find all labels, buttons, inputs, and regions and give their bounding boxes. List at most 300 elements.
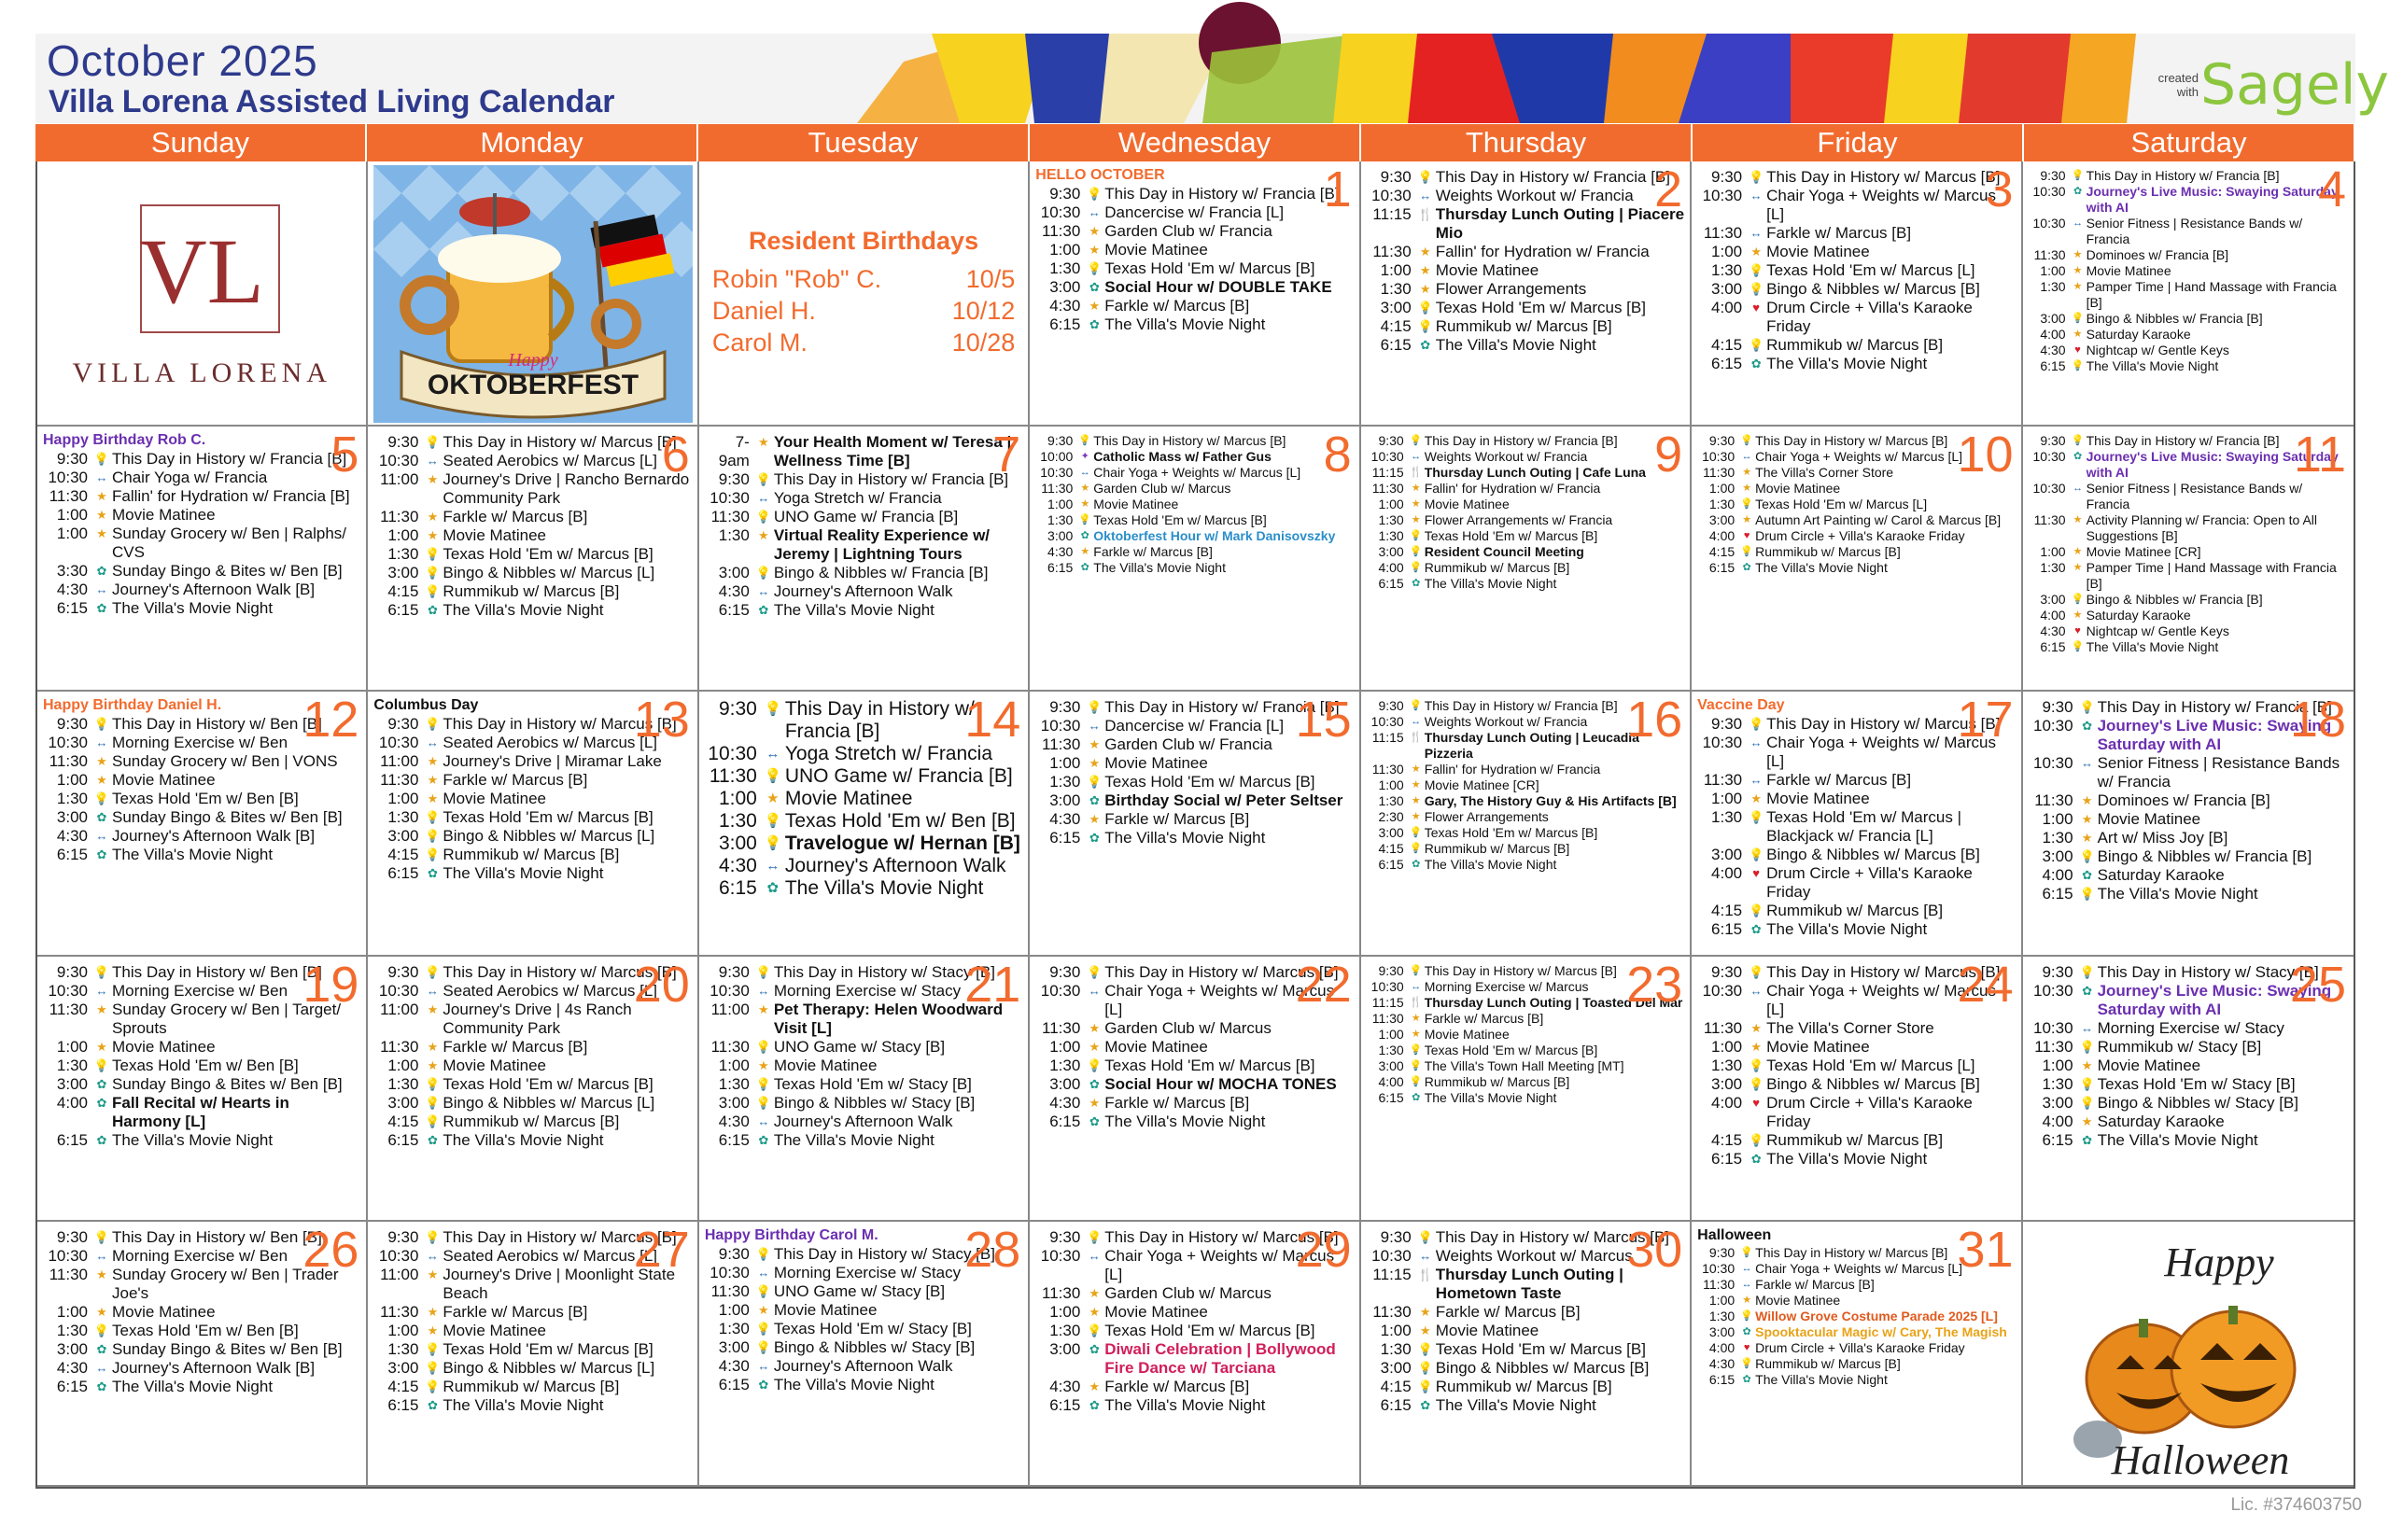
- event-time: 11:30: [1371, 481, 1404, 496]
- birthday-date: 10/5: [965, 265, 1016, 293]
- event-title: Farkle w/ Marcus [B]: [1435, 1303, 1581, 1321]
- event-item: [2029, 1075, 2348, 1094]
- event-item: [1697, 528, 2015, 544]
- event-time: 11:30: [380, 1038, 419, 1056]
- lightbulb-icon: 💡: [755, 1284, 771, 1298]
- event-time: 1:00: [1378, 777, 1404, 792]
- event-time: 9:30: [1380, 1228, 1412, 1246]
- event-time: 4:30: [718, 582, 750, 600]
- event-time: 4:30: [718, 1357, 750, 1375]
- event-time: 10:30: [2033, 1019, 2073, 1037]
- day-cell-12: [37, 692, 368, 957]
- event-title: This Day in History w/ Ben [B]: [112, 963, 322, 981]
- event-item: [705, 526, 1022, 564]
- event-item: [2029, 481, 2348, 512]
- event-title: Texas Hold 'Em w/ Marcus [B]: [1104, 259, 1315, 277]
- event-title: Texas Hold 'Em w/ Marcus [B]: [1104, 1322, 1315, 1339]
- event-title: The Villa's Movie Night: [1104, 1113, 1266, 1130]
- event-time: 3:00: [1380, 299, 1412, 316]
- lightbulb-icon: 💡: [425, 810, 441, 824]
- event-time: 9:30: [387, 1228, 419, 1246]
- lightbulb-icon: 💡: [2071, 170, 2085, 181]
- star-icon: ★: [427, 1305, 439, 1319]
- day-number: 19: [302, 957, 359, 1013]
- event-title: Morning Exercise w/ Ben: [112, 1247, 288, 1265]
- event-time: 3:00: [56, 808, 88, 826]
- event-item: [373, 564, 691, 582]
- event-time: 9:30: [1708, 433, 1736, 448]
- event-item: [705, 564, 1022, 582]
- event-title: Farkle w/ Marcus [B]: [443, 771, 588, 789]
- event-item: [373, 1303, 691, 1322]
- paw-icon: ✿: [1089, 1114, 1100, 1128]
- butterfly-icon: ✦: [1080, 451, 1089, 462]
- event-time: 6:15: [387, 1131, 419, 1149]
- event-time: 1:00: [1708, 1293, 1736, 1308]
- event-time: 10:30: [2033, 754, 2073, 772]
- star-icon: ★: [427, 1040, 439, 1054]
- event-item: [2029, 592, 2348, 608]
- event-time: 10:30: [48, 734, 88, 751]
- event-title: Chair Yoga + Weights w/ Marcus [L]: [1755, 1261, 1963, 1276]
- event-time: 1:00: [1711, 1038, 1743, 1056]
- event-time: 4:00: [56, 1094, 88, 1112]
- event-item: [705, 1301, 1022, 1320]
- lightbulb-icon: 💡: [1087, 965, 1103, 979]
- heart-icon: ♥: [2074, 344, 2081, 356]
- event-time: 4:30: [2040, 343, 2066, 357]
- event-title: Sunday Grocery w/ Ben | Ralphs/ CVS: [112, 525, 347, 561]
- event-item: [1035, 1322, 1353, 1340]
- event-time: 4:30: [56, 827, 88, 845]
- event-title: Fallin' for Hydration w/ Francia: [1424, 762, 1601, 777]
- event-item: [1035, 560, 1353, 576]
- event-item: [2029, 263, 2348, 279]
- event-title: Rummikub w/ Marcus [B]: [1435, 1378, 1612, 1395]
- event-time: 1:30: [1047, 512, 1074, 527]
- dumbbell-icon: ↔: [1741, 1263, 1752, 1274]
- event-time: 4:00: [1711, 864, 1743, 882]
- event-time: 1:30: [2040, 279, 2066, 294]
- event-item: [43, 599, 360, 618]
- dumbbell-icon: ↔: [426, 984, 439, 998]
- event-title: The Villa's Town Hall Meeting [MT]: [1424, 1058, 1624, 1073]
- event-title: Movie Matinee: [1435, 1322, 1539, 1339]
- star-icon: ★: [427, 754, 439, 768]
- event-time: 10:30: [1040, 203, 1081, 221]
- paw-icon: ✿: [2082, 868, 2093, 882]
- star-icon: ★: [1089, 812, 1101, 826]
- event-title: This Day in History w/ Francia [B]: [112, 450, 347, 468]
- event-time: 3:00: [718, 564, 750, 581]
- event-time: 11:30: [1371, 1011, 1404, 1026]
- day-number: 25: [2289, 957, 2346, 1013]
- dumbbell-icon: ↔: [95, 1249, 108, 1263]
- event-time: 4:15: [1708, 544, 1736, 559]
- star-icon: ★: [1089, 224, 1101, 238]
- event-time: 11:00: [380, 470, 419, 488]
- paw-icon: ✿: [96, 1342, 107, 1356]
- event-title: Movie Matinee: [1104, 1038, 1208, 1056]
- day-cell-15: [1030, 692, 1360, 957]
- event-item: [373, 1378, 691, 1396]
- dumbbell-icon: ↔: [757, 984, 770, 998]
- event-item: [373, 846, 691, 864]
- dumbbell-icon: ↔: [2081, 1021, 2094, 1035]
- event-item: [1367, 1303, 1684, 1322]
- event-time: 6:15: [56, 599, 88, 617]
- event-time: 11:15: [1371, 995, 1404, 1010]
- event-item: [373, 1113, 691, 1131]
- event-time: 11:00: [380, 1266, 419, 1283]
- day-note: HELLO OCTOBER: [1035, 167, 1165, 183]
- event-title: This Day in History w/ Francia [B]: [1104, 698, 1340, 716]
- event-item: [1035, 465, 1353, 481]
- event-time: 10:30: [710, 1264, 750, 1281]
- star-icon: ★: [1742, 1295, 1752, 1306]
- event-time: 6:15: [1047, 560, 1074, 575]
- event-time: 9:30: [1711, 715, 1743, 733]
- event-item: [1697, 224, 2015, 243]
- event-title: Weights Workout w/ Francia: [1435, 187, 1634, 204]
- day-cell-24: [1692, 957, 2022, 1222]
- fork-knife-icon: 🍴: [1409, 732, 1423, 743]
- event-title: Sunday Bingo & Bites w/ Ben [B]: [112, 1340, 343, 1358]
- event-item: [1035, 185, 1353, 203]
- event-time: 6:15: [1711, 920, 1743, 938]
- lightbulb-icon: 💡: [755, 1040, 771, 1054]
- event-item: [43, 1131, 360, 1150]
- event-time: 10:30: [1702, 187, 1743, 204]
- event-time: 11:15: [1372, 205, 1412, 223]
- star-icon: ★: [1411, 483, 1421, 494]
- lightbulb-icon: 💡: [2079, 1040, 2095, 1054]
- event-time: 10:30: [2033, 982, 2073, 1000]
- event-item: [2029, 1113, 2348, 1131]
- star-icon: ★: [1411, 795, 1421, 806]
- day-note: Happy Birthday Daniel H.: [43, 697, 222, 713]
- event-time: 1:30: [1708, 497, 1736, 511]
- event-time: 6:15: [1708, 1372, 1736, 1387]
- event-title: Movie Matinee: [1766, 790, 1870, 807]
- event-time: 9:30: [2040, 433, 2066, 448]
- event-title: Farkle w/ Marcus [B]: [1104, 297, 1250, 315]
- lightbulb-icon: 💡: [755, 965, 771, 979]
- event-title: Movie Matinee: [1424, 497, 1510, 511]
- day-cell-4: [2023, 161, 2354, 427]
- event-time: 6:15: [1380, 336, 1412, 354]
- event-time: 1:30: [1711, 808, 1743, 826]
- event-time: 1:00: [387, 526, 419, 544]
- event-title: This Day in History w/ Stacy [B]: [773, 1245, 995, 1263]
- star-icon: ★: [96, 489, 107, 503]
- lightbulb-icon: 💡: [2079, 965, 2095, 979]
- dumbbell-icon: ↔: [1750, 984, 1763, 998]
- event-title: The Villa's Movie Night: [1435, 336, 1596, 354]
- event-time: 9:30: [718, 470, 750, 488]
- event-title: Movie Matinee: [773, 1301, 878, 1319]
- event-item: [373, 508, 691, 526]
- event-title: Nightcap w/ Gentle Keys: [2086, 343, 2229, 357]
- day-cell-23: [1361, 957, 1692, 1222]
- star-icon: ★: [1089, 1305, 1101, 1319]
- event-title: The Villa's Corner Store: [1755, 465, 1894, 480]
- event-time: 1:00: [1378, 1027, 1404, 1042]
- event-time: 4:30: [1049, 810, 1081, 828]
- event-time: 9:30: [387, 715, 419, 733]
- day-number: 17: [1957, 692, 2014, 748]
- event-time: 1:30: [1380, 1340, 1412, 1358]
- event-title: The Villa's Movie Night: [1424, 576, 1557, 591]
- event-title: Farkle w/ Marcus [B]: [443, 508, 588, 525]
- event-time: 11:30: [1703, 1019, 1743, 1037]
- dumbbell-icon: ↔: [95, 582, 108, 596]
- event-time: 10:30: [2033, 717, 2073, 735]
- event-title: The Villa's Corner Store: [1766, 1019, 1934, 1037]
- event-item: [2029, 885, 2348, 903]
- event-title: This Day in History w/ Francia [B]: [784, 698, 975, 742]
- event-time: 1:00: [56, 1038, 88, 1056]
- event-title: UNO Game w/ Francia [B]: [784, 765, 1013, 787]
- event-time: 11:30: [1041, 481, 1074, 496]
- event-time: 3:00: [1378, 825, 1404, 840]
- event-time: 9:30: [2040, 168, 2066, 183]
- star-icon: ★: [758, 1058, 769, 1072]
- event-item: [1697, 864, 2015, 902]
- event-time: 1:00: [2040, 544, 2066, 559]
- event-item: [1367, 1043, 1684, 1058]
- event-time: 10:30: [2032, 184, 2066, 199]
- event-title: Social Hour w/ DOUBLE TAKE: [1104, 278, 1332, 296]
- star-icon: ★: [1419, 263, 1431, 277]
- paw-icon: ✿: [1742, 1374, 1751, 1385]
- day-number: 18: [2289, 692, 2346, 748]
- event-time: 1:00: [1049, 1038, 1081, 1056]
- event-title: Movie Matinee: [1435, 261, 1539, 279]
- event-item: [2029, 847, 2348, 866]
- event-title: Pamper Time | Hand Massage with Francia [B]: [2086, 279, 2337, 310]
- dumbbell-icon: ↔: [1088, 205, 1101, 219]
- event-title: Movie Matinee: [1755, 481, 1841, 496]
- event-time: 9:30: [56, 450, 88, 468]
- event-time: 1:30: [387, 1075, 419, 1093]
- event-title: Journey's Afternoon Walk [B]: [112, 581, 316, 598]
- event-title: Flower Arrangements: [1424, 809, 1549, 824]
- event-title: Movie Matinee: [2086, 263, 2171, 278]
- paw-icon: ✿: [427, 603, 438, 617]
- event-time: 1:30: [1708, 1309, 1736, 1323]
- paw-icon: ✿: [1080, 562, 1089, 573]
- event-time: 4:00: [1378, 1074, 1404, 1089]
- event-item: [1697, 1019, 2015, 1038]
- event-title: Rummikub w/ Marcus [B]: [443, 582, 620, 600]
- event-time: 3:00: [1711, 280, 1743, 298]
- fork-knife-icon: 🍴: [1417, 207, 1433, 221]
- event-title: Autumn Art Painting w/ Carol & Marcus [B]: [1755, 512, 2002, 527]
- event-time: 10:30: [378, 1247, 419, 1265]
- event-time: 4:30: [56, 581, 88, 598]
- event-item: [2029, 1094, 2348, 1113]
- lightbulb-icon: 💡: [2071, 594, 2085, 605]
- event-time: 11:30: [1372, 1303, 1412, 1321]
- event-item: [1367, 512, 1684, 528]
- day-number: 24: [1957, 957, 2014, 1013]
- event-item: [1697, 1293, 2015, 1309]
- event-item: [1697, 280, 2015, 299]
- event-title: The Villa's Movie Night: [2097, 1131, 2258, 1149]
- paw-icon: ✿: [2082, 1133, 2093, 1147]
- event-title: Flower Arrangements: [1435, 280, 1587, 298]
- event-item: [2029, 216, 2348, 247]
- event-title: Rummikub w/ Marcus [B]: [443, 1378, 620, 1395]
- paw-icon: ✿: [427, 1133, 438, 1147]
- event-time: 6:15: [56, 1131, 88, 1149]
- event-time: 10:30: [1371, 1247, 1412, 1265]
- lightbulb-icon: 💡: [1409, 700, 1423, 711]
- event-time: 6:15: [387, 601, 419, 619]
- event-time: 6:15: [1378, 1090, 1404, 1105]
- day-note: Columbus Day: [373, 697, 479, 713]
- event-item: [1035, 1019, 1353, 1038]
- event-time: 1:30: [718, 810, 757, 832]
- event-title: Willow Grove Costume Parade 2025 [L]: [1755, 1309, 1998, 1323]
- event-item: [1697, 771, 2015, 790]
- star-icon: ★: [1411, 1013, 1421, 1024]
- event-item: [1697, 1372, 2015, 1388]
- event-item: [705, 833, 1022, 855]
- event-item: [1367, 497, 1684, 512]
- lightbulb-icon: 💡: [1409, 435, 1423, 446]
- lightbulb-icon: 💡: [1749, 965, 1764, 979]
- event-time: 1:30: [718, 1320, 750, 1337]
- event-title: Texas Hold 'Em w/ Marcus [B]: [1424, 1043, 1598, 1057]
- day-number: 22: [1295, 957, 1352, 1013]
- event-time: 6:15: [1708, 560, 1736, 575]
- event-time: 3:00: [387, 827, 419, 845]
- event-time: 6:15: [387, 1396, 419, 1414]
- day-number: 30: [1626, 1222, 1683, 1278]
- event-title: Texas Hold 'Em w/ Marcus [L]: [1766, 1057, 1975, 1074]
- event-time: 3:30: [56, 562, 88, 580]
- event-time: 3:00: [56, 1075, 88, 1093]
- event-item: [1367, 205, 1684, 243]
- event-item: [2029, 1131, 2348, 1150]
- heart-icon: ♥: [1743, 530, 1750, 541]
- event-title: Chair Yoga + Weights w/ Marcus [L]: [1093, 465, 1301, 480]
- event-item: [373, 1131, 691, 1150]
- event-title: The Villa's Movie Night: [1093, 560, 1226, 575]
- event-item: [1697, 1277, 2015, 1293]
- event-time: 10:30: [378, 982, 419, 1000]
- event-title: Chair Yoga + Weights w/ Marcus [L]: [1104, 1247, 1335, 1283]
- lightbulb-icon: 💡: [1078, 435, 1092, 446]
- event-time: 3:00: [1049, 278, 1081, 296]
- event-title: Movie Matinee: [443, 526, 546, 544]
- event-title: Texas Hold 'Em w/ Marcus [B]: [443, 1340, 653, 1358]
- day-cell-9: [1361, 427, 1692, 692]
- event-time: 4:15: [1711, 1131, 1743, 1149]
- event-title: Farkle w/ Marcus [B]: [1766, 224, 1912, 242]
- dumbbell-icon: ↔: [1750, 735, 1763, 749]
- event-title: Dominoes w/ Francia [B]: [2086, 247, 2229, 262]
- event-time: 11:30: [1042, 222, 1081, 240]
- day-cell-30: [1361, 1222, 1692, 1487]
- event-title: The Villa's Movie Night: [2086, 639, 2219, 654]
- event-item: [373, 582, 691, 601]
- event-time: 11:15: [1371, 730, 1404, 745]
- event-title: Thursday Lunch Outing | Hometown Taste: [1435, 1266, 1623, 1302]
- star-icon: ★: [1089, 1286, 1101, 1300]
- event-time: 4:30: [1049, 297, 1081, 315]
- event-title: Rummikub w/ Marcus [B]: [1766, 336, 1944, 354]
- star-icon: ★: [96, 526, 107, 540]
- event-item: [43, 808, 360, 827]
- lightbulb-icon: 💡: [1087, 1230, 1103, 1244]
- event-time: 11:15: [1372, 1266, 1412, 1283]
- star-icon: ★: [1089, 1040, 1101, 1054]
- event-title: Journey's Afternoon Walk [B]: [112, 827, 316, 845]
- event-item: [373, 1094, 691, 1113]
- lightbulb-icon: 💡: [1417, 1230, 1433, 1244]
- event-title: Garden Club w/ Marcus: [1104, 1019, 1272, 1037]
- event-item: [705, 877, 1022, 900]
- event-title: Travelogue w/ Hernan [B]: [784, 833, 1020, 854]
- event-item: [1697, 846, 2015, 864]
- event-time: 6:15: [2040, 358, 2066, 373]
- star-icon: ★: [2081, 1058, 2093, 1072]
- event-item: [705, 601, 1022, 620]
- event-title: Senior Fitness | Resistance Bands w/ Francia: [2086, 481, 2303, 511]
- event-item: [43, 1303, 360, 1322]
- event-item: [1035, 512, 1353, 528]
- event-time: 1:30: [1378, 1043, 1404, 1057]
- event-item: [1035, 544, 1353, 560]
- paw-icon: ✿: [427, 866, 438, 880]
- event-time: 1:00: [718, 1057, 750, 1074]
- lightbulb-icon: 💡: [1749, 847, 1764, 861]
- day-cell-17: [1692, 692, 2022, 957]
- event-item: [705, 433, 1022, 470]
- dumbbell-icon: ↔: [766, 746, 780, 762]
- event-title: Saturday Karaoke: [2086, 608, 2191, 623]
- event-item: [43, 525, 360, 562]
- event-time: 3:00: [2040, 592, 2066, 607]
- event-item: [705, 1113, 1022, 1131]
- day-number: 12: [302, 692, 359, 748]
- dumbbell-icon: ↔: [1750, 773, 1763, 787]
- event-title: Movie Matinee: [773, 1057, 878, 1074]
- dumbbell-icon: ↔: [757, 1266, 770, 1280]
- event-item: [1697, 481, 2015, 497]
- dumbbell-icon: ↔: [1741, 451, 1752, 462]
- halloween-illustration: [2060, 1229, 2312, 1481]
- event-item: [705, 1038, 1022, 1057]
- event-time: 1:00: [1380, 261, 1412, 279]
- event-time: 3:00: [1049, 1340, 1081, 1358]
- day-note: Happy Birthday Rob C.: [43, 432, 206, 448]
- fork-knife-icon: 🍴: [1417, 1267, 1433, 1281]
- event-item: [43, 1038, 360, 1057]
- event-title: Chair Yoga + Weights w/ Marcus [L]: [1766, 982, 1996, 1018]
- event-title: Spooktacular Magic w/ Cary, The Magish: [1755, 1324, 2007, 1339]
- lightbulb-icon: 💡: [1749, 810, 1764, 824]
- event-item: [1367, 1058, 1684, 1074]
- day-number: 3: [1985, 161, 2014, 217]
- event-title: Weights Workout w/ Marcus: [1435, 1247, 1633, 1265]
- event-title: Movie Matinee: [2097, 1057, 2201, 1074]
- heart-icon: ♥: [1752, 301, 1760, 315]
- paw-icon: ✿: [96, 1379, 107, 1393]
